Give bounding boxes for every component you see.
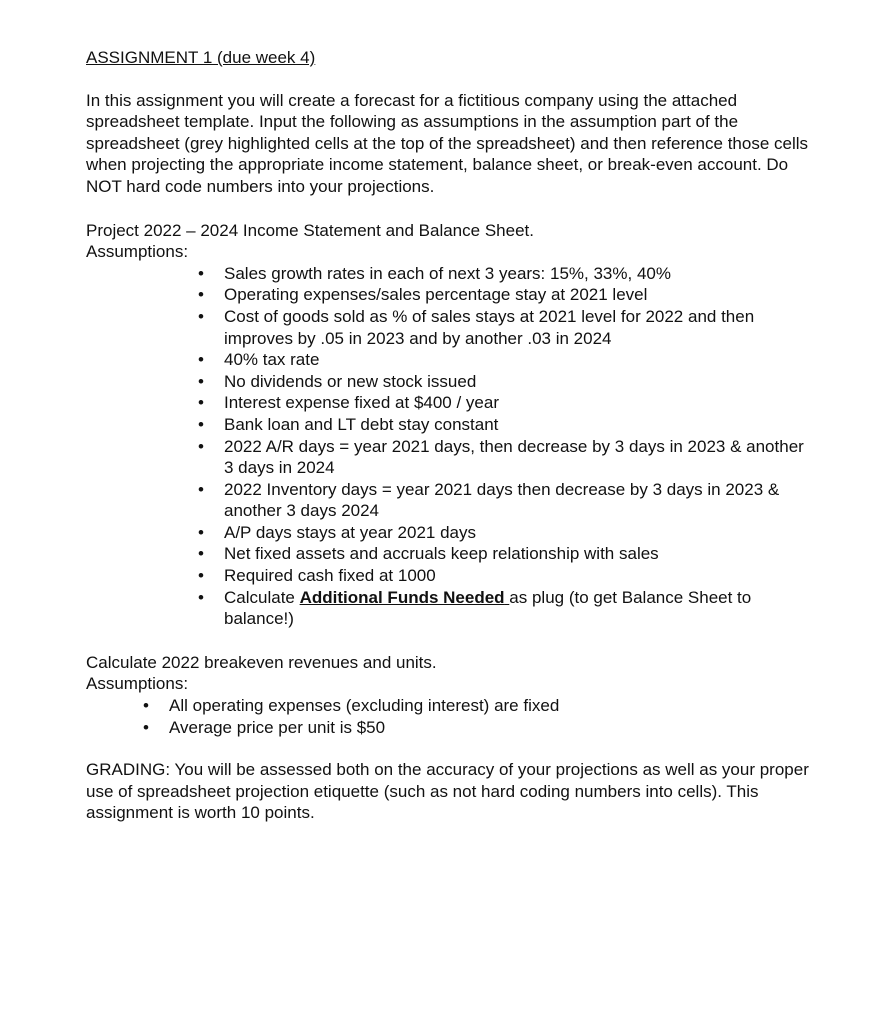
grading-paragraph: GRADING: You will be assessed both on the accuracy of your projections as well as your proper use of spreadsheet projection etiquette (such as not hard coding numbers into cells). This assignment is worth 10 points. <box>86 760 809 823</box>
projection-assumptions-label: Assumptions: <box>86 242 189 262</box>
intro-paragraph: In this assignment you will create a forecast for a fictitious company using the attached spreadsheet template. Input the following as assumptions in the assumption part of the spreadsheet (grey highlighted cells at the top of the spreadsheet) and then reference those cells when projecting the appropriate income statement, balance sheet, or break-even account. Do NOT hard code numbers into your projections. <box>86 90 809 196</box>
breakeven-heading: Calculate 2022 breakeven revenues and units. <box>86 652 437 672</box>
projection-assumptions-list <box>86 263 816 630</box>
list-item: • All operating expenses (excluding interest) are fixed <box>86 695 816 717</box>
list-item: • Sales growth rates in each of next 3 years: 15%, 33%, 40% <box>86 263 816 285</box>
list-item: • Average price per unit is $50 <box>86 717 816 739</box>
list-item: • 2022 A/R days = year 2021 days, then decrease by 3 days in 2023 & another 3 days in 2024 <box>86 436 816 479</box>
list-item: • Bank loan and LT debt stay constant <box>86 414 816 436</box>
list-item: • Net fixed assets and accruals keep relationship with sales <box>86 543 816 565</box>
list-item: • Interest expense fixed at $400 / year <box>86 392 816 414</box>
breakeven-assumptions-list <box>86 695 816 738</box>
list-item: • Cost of goods sold as % of sales stays at 2021 level for 2022 and then improves by .05 in 2023 and by another .03 in 2024 <box>86 306 816 349</box>
afn-suffix: as plug (to get Balance Sheet to balance!) <box>224 587 752 629</box>
additional-funds-needed-term: Additional Funds Needed <box>299 587 505 607</box>
breakeven-assumptions-label: Assumptions: <box>86 674 189 694</box>
afn-prefix: Calculate <box>224 587 300 607</box>
list-item: • Operating expenses/sales percentage stay at 2021 level <box>86 284 816 306</box>
list-item-afn <box>86 587 816 630</box>
list-item: • 40% tax rate <box>86 349 816 371</box>
projection-heading: Project 2022 – 2024 Income Statement and Balance Sheet. <box>86 220 534 240</box>
list-item: • No dividends or new stock issued <box>86 371 816 393</box>
list-item: • Required cash fixed at 1000 <box>86 565 816 587</box>
list-item: • 2022 Inventory days = year 2021 days then decrease by 3 days in 2023 & another 3 days 2024 <box>86 479 816 522</box>
list-item: • A/P days stays at year 2021 days <box>86 522 816 544</box>
assignment-title: ASSIGNMENT 1 (due week 4) <box>86 48 316 67</box>
assignment-page <box>86 47 816 824</box>
